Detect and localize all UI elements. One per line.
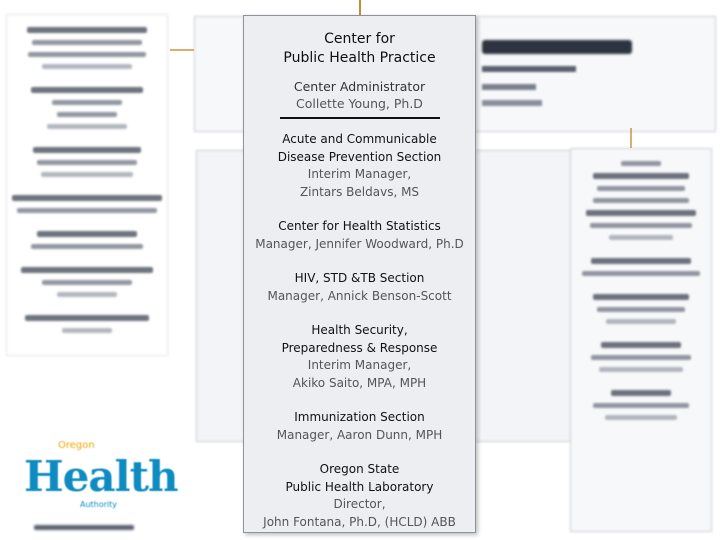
section-name: Immunization Section (294, 410, 425, 424)
section-health-security (244, 322, 475, 392)
administrator-name: Collette Young, Ph.D (296, 96, 423, 111)
section-name: Health Security, (311, 323, 408, 337)
background-heading-sub2 (482, 84, 536, 90)
section-name: Center for Health Statistics (278, 219, 441, 233)
connector-right (630, 128, 632, 148)
section-name: Public Health Laboratory (285, 479, 434, 494)
connector-left (170, 49, 194, 51)
section-hiv-std-tb (244, 270, 475, 305)
background-heading-sub3 (482, 100, 542, 106)
logo-sub-text: Authority (80, 500, 118, 509)
section-name: Acute and Communicable (282, 132, 437, 146)
section-manager: Interim Manager, (307, 358, 412, 372)
section-health-statistics (244, 218, 475, 253)
section-name: Preparedness & Response (281, 340, 438, 355)
section-manager: Akiko Saito, MPA, MPH (292, 375, 427, 390)
section-manager: Zintars Beldavs, MS (299, 184, 420, 199)
section-public-health-laboratory (244, 461, 475, 531)
section-acute-communicable-disease (244, 131, 475, 201)
section-manager: Director, (333, 497, 386, 511)
center-title-line1: Center for (324, 31, 395, 47)
center-title (244, 30, 475, 68)
logo-main-text: Health (24, 452, 178, 501)
oregon-health-authority-logo (24, 440, 178, 520)
section-manager: Manager, Annick Benson-Scott (267, 288, 452, 303)
logo-small-text: Oregon (58, 440, 95, 451)
center-public-health-practice-box (243, 15, 476, 533)
background-heading-blur (482, 40, 632, 54)
administrator-block (244, 78, 475, 112)
section-manager: Manager, Aaron Dunn, MPH (276, 427, 443, 442)
center-title-line2: Public Health Practice (283, 50, 436, 66)
administrator-role: Center Administrator (293, 79, 426, 94)
section-name: Oregon State (319, 462, 400, 476)
connector-top (359, 0, 361, 16)
background-heading-sub (482, 66, 576, 72)
section-manager: Interim Manager, (307, 167, 412, 181)
footer-blur-text (34, 525, 134, 530)
section-name: Disease Prevention Section (277, 149, 442, 164)
background-right-column (570, 148, 712, 532)
title-divider (280, 117, 440, 119)
background-left-column (6, 14, 168, 356)
section-manager: John Fontana, Ph.D, (HCLD) ABB (263, 514, 456, 529)
section-immunization (244, 409, 475, 444)
section-manager: Manager, Jennifer Woodward, Ph.D (255, 236, 464, 251)
section-name: HIV, STD &TB Section (294, 271, 425, 285)
